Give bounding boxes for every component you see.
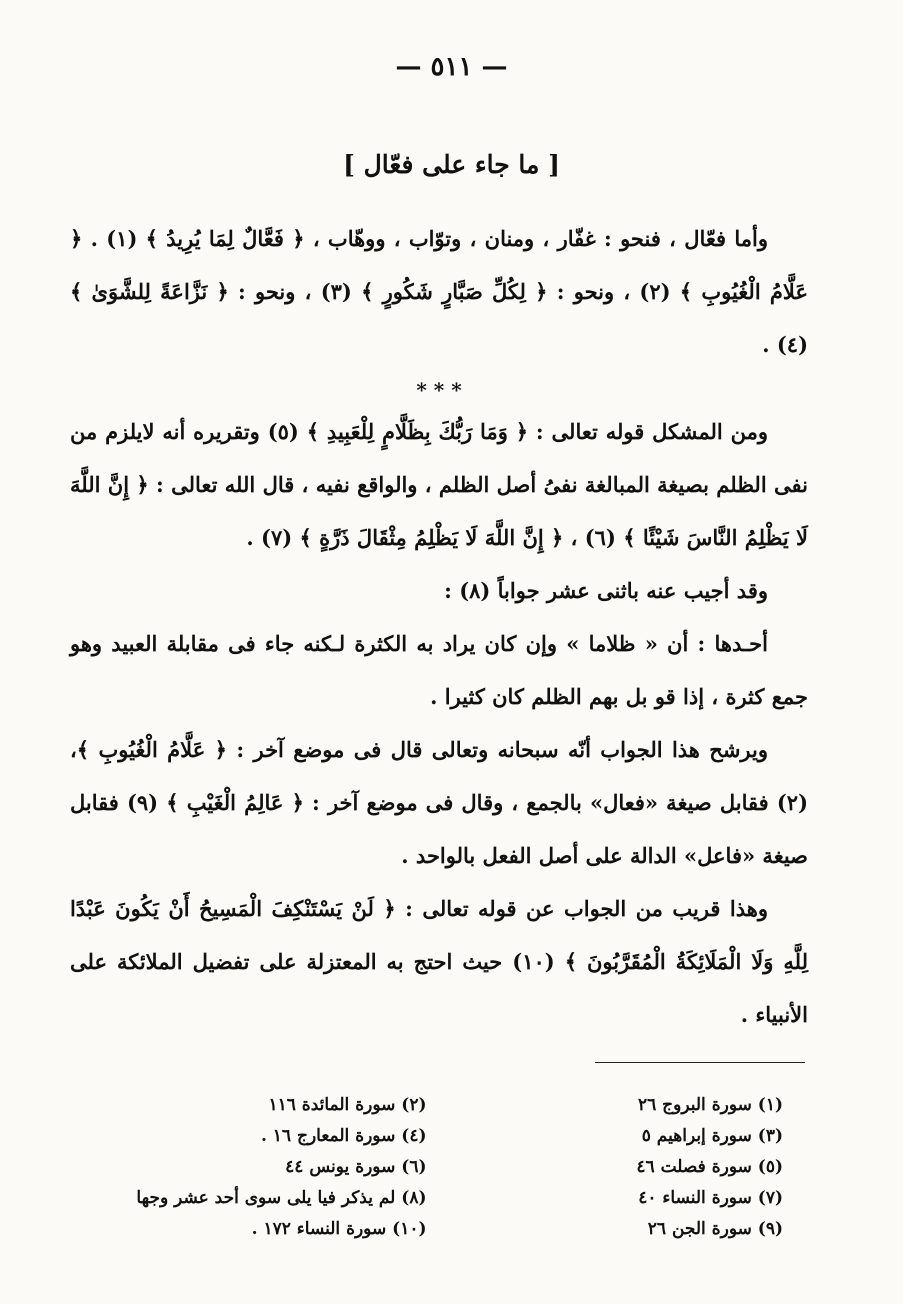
footnote: (٩) سورة الجن ٢٦: [647, 1219, 783, 1239]
footnote: (١٠) سورة النساء ١٧٢ .: [251, 1219, 427, 1239]
paragraph-3: وقد أجيب عنه باثنى عشر جواباً (٨) :: [444, 578, 768, 603]
page-number: — ٥١١ —: [395, 52, 508, 82]
paragraph-2: ومن المشكل قوله تعالى : ﴿ وَمَا رَبُّكَ بِظَلَّامٍ لِلْعَبِيدِ ﴾ (٥) وتقريره أنه لايلزم من نفى الظلم بصيغة المبالغة نفىُ أصل الظلم ، والواقع نفيه ، قال الله تعالى : ﴿ إِنَّ اللَّهَ لَا يَظْلِمُ النَّاسَ شَيْئًا ﴾ (٦) ، ﴿ إِنَّ اللَّهَ لَا يَظْلِمُ مِثْقَالَ ذَرَّةٍ ﴾ (٧) .: [70, 419, 808, 550]
footnote: (٨) لم يذكر فيا يلى سوى أحد عشر وجها: [136, 1188, 427, 1208]
paragraph-4: أحـدها : أن « ظلاما » وإن كان يراد به الكثرة لـكنه جاء فى مقابلة العبيد وهو جمع كثرة ، إذا قو بل بهم الظلم كان كثيرا .: [70, 631, 808, 709]
footnote: (٦) سورة يونس ٤٤: [285, 1157, 427, 1177]
footnotes: [110, 1092, 783, 1243]
section-title: [ ما جاء على فعّال ]: [343, 150, 560, 179]
footnote: (٧) سورة النساء ٤٠: [638, 1188, 783, 1208]
footnote-divider: [595, 1062, 805, 1063]
body-text: [70, 212, 808, 1041]
footnote: (٢) سورة المائدة ١١٦: [268, 1095, 427, 1115]
paragraph-6: وهذا قريب من الجواب عن قوله تعالى : ﴿ لَنْ يَسْتَنْكِفَ الْمَسِيحُ أَنْ يَكُونَ عَبْدًا لِلَّهِ وَلَا الْمَلَائِكَةُ الْمُقَرَّبُونَ ﴾ (١٠) حيث احتج به المعتزلة على تفضيل الملائكة على الأنبياء .: [70, 896, 808, 1027]
footnote: (٥) سورة فصلت ٤٦: [636, 1157, 783, 1177]
section-separator: * * *: [416, 378, 462, 402]
paragraph-1: وأما فعّال ، فنحو : غفّار ، ومنان ، وتوّاب ، ووهّاب ، ﴿ فَعَّالٌ لِمَا يُرِيدُ ﴾ (١) . ﴿ عَلَّامُ الْغُيُوبِ ﴾ (٢) ، ونحو : ﴿ لِكُلِّ صَبَّارٍ شَكُورٍ ﴾ (٣) ، ونحو : ﴿ نَزَّاعَةً لِلشَّوَىٰ ﴾ (٤) .: [70, 226, 808, 357]
footnote: (١) سورة البروج ٢٦: [638, 1095, 783, 1115]
footnote: (٣) سورة إبراهيم ٥: [641, 1126, 783, 1146]
footnote: (٤) سورة المعارج ١٦ .: [260, 1126, 427, 1146]
paragraph-5: ويرشح هذا الجواب أنّه سبحانه وتعالى قال فى موضع آخر : ﴿ عَلَّامُ الْغُيُوبِ ﴾، (٢) فقابل صيغة «فعال» بالجمع ، وقال فى موضع آخر : ﴿ عَالِمُ الْغَيْبِ ﴾ (٩) فقابل صيغة «فاعل» الدالة على أصل الفعل بالواحد .: [70, 737, 808, 868]
